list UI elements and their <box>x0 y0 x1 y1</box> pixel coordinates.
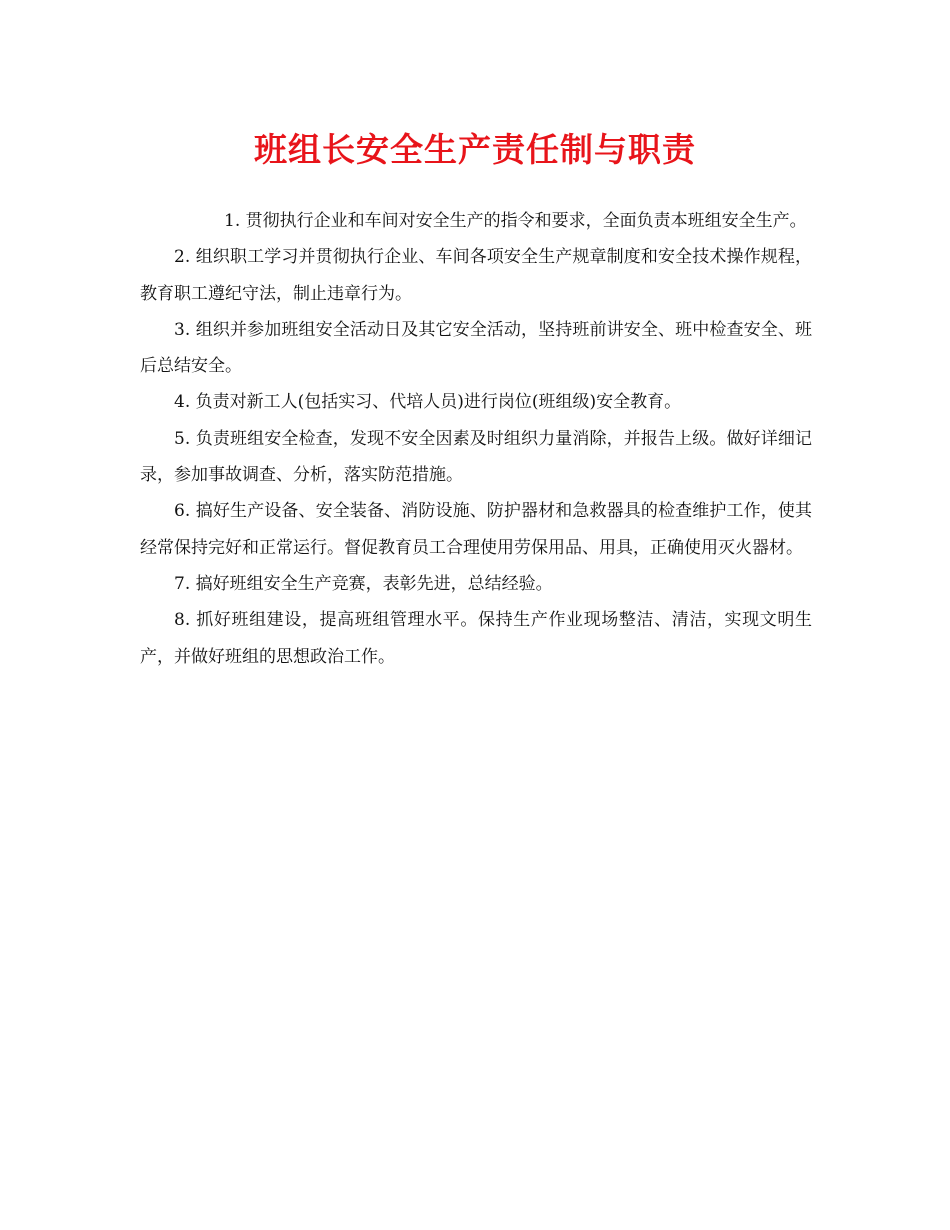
duty-item-3: 3. 组织并参加班组安全活动日及其它安全活动，坚持班前讲安全、班中检查安全、班后总结安全。 <box>140 319 812 377</box>
duty-item-6: 6. 搞好生产设备、安全装备、消防设施、防护器材和急救器具的检查维护工作，使其经常保持完好和正常运行。督促教育员工合理使用劳保用品、用具，正确使用灭火器材。 <box>140 501 812 558</box>
duty-item-8: 8. 抓好班组建设，提高班组管理水平。保持生产作业现场整洁、清洁，实现文明生产，并做好班组的思想政治工作。 <box>140 610 812 667</box>
duty-item-5: 5. 负责班组安全检查，发现不安全因素及时组织力量消除，并报告上级。做好详细记录，参加事故调查、分析，落实防范措施。 <box>140 428 812 486</box>
document-body <box>140 203 812 675</box>
duty-item-7: 7. 搞好班组安全生产竞赛，表彰先进，总结经验。 <box>174 573 553 594</box>
document-title: 班组长安全生产责任制与职责 <box>254 130 696 169</box>
duty-item-1: 1. 贯彻执行企业和车间对安全生产的指令和要求，全面负责本班组安全生产。 <box>224 211 807 231</box>
duty-item-4: 4. 负责对新工人(包括实习、代培人员)进行岗位(班组级)安全教育。 <box>174 392 682 413</box>
duty-item-2: 2. 组织职工学习并贯彻执行企业、车间各项安全生产规章制度和安全技术操作规程，教育职工遵纪守法，制止违章行为。 <box>140 247 812 304</box>
